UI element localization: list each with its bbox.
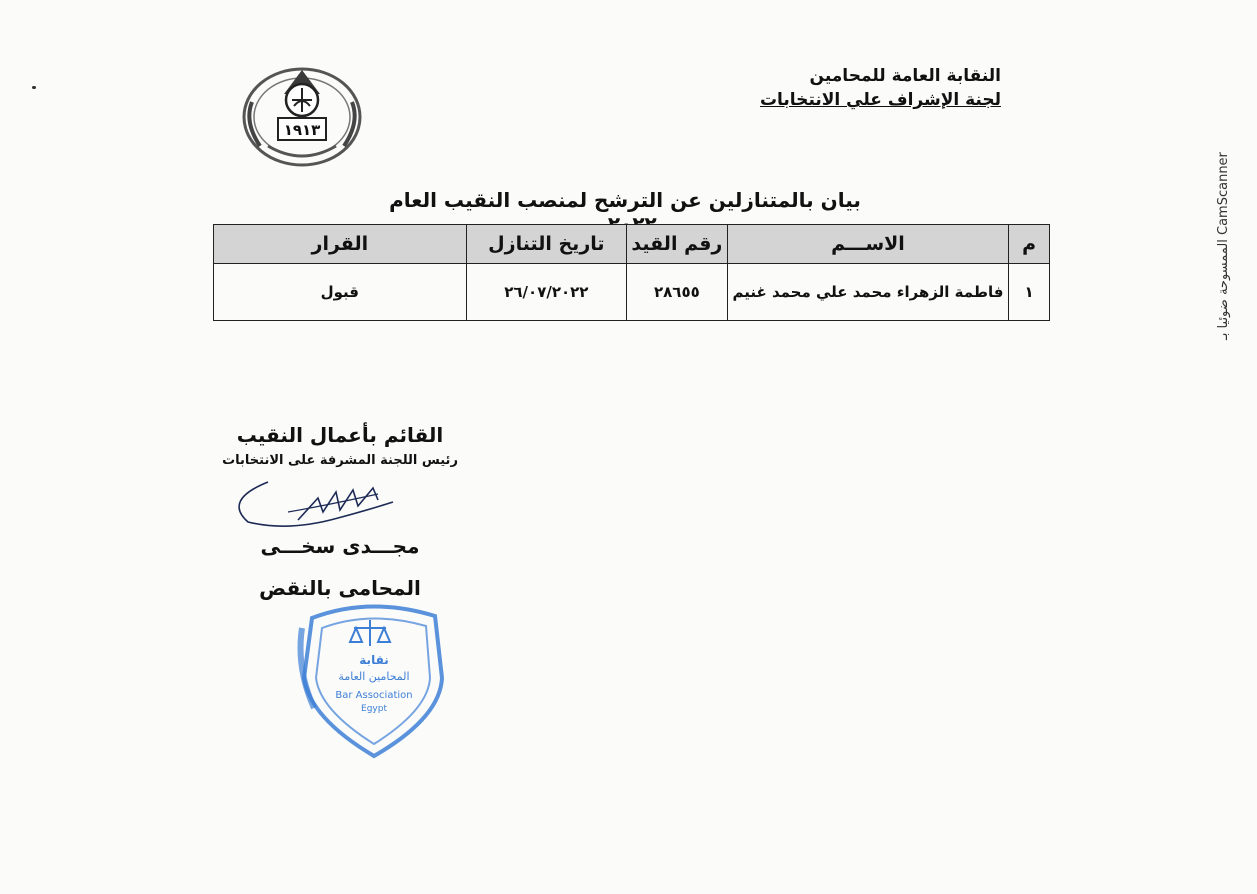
col-index-header: م (1009, 225, 1050, 264)
table-header-row (214, 225, 1050, 264)
bar-association-logo (238, 62, 366, 172)
row-decision: قبول (214, 264, 467, 321)
document-title: بيان بالمتنازلين عن الترشح لمنصب النقيب العام (389, 188, 861, 212)
stamp-text-ar-1: نقابة (359, 653, 389, 667)
signer-title: القائم بأعمال النقيب (236, 423, 444, 447)
row-index: ١ (1009, 264, 1050, 321)
camscanner-watermark: الممسوحة ضوئيا بـ CamScanner (1216, 152, 1231, 340)
col-date-header: تاريخ التنازل (466, 225, 626, 264)
table-row (214, 264, 1050, 321)
stamp-text-ar-2: المحامين العامة (338, 670, 410, 683)
committee-name: لجنة الإشراف علي الانتخابات (759, 90, 1001, 110)
handwritten-signature (228, 470, 398, 540)
signer-role: المحامى بالنقض (259, 576, 421, 600)
row-name: فاطمة الزهراء محمد علي محمد غنيم (727, 264, 1009, 321)
col-decision-header: القرار (214, 225, 467, 264)
signer-name: مجـــدى سخـــى (260, 534, 420, 558)
scan-mark (32, 86, 36, 89)
signer-subtitle: رئيس اللجنة المشرفة على الانتخابات (222, 453, 458, 468)
stamp-text-en-2: Egypt (361, 704, 387, 714)
withdrawals-table (213, 224, 1050, 321)
col-reg-header: رقم القيد (627, 225, 728, 264)
org-name: النقابة العامة للمحامين (809, 66, 1001, 86)
row-date: ٢٦/٠٧/٢٠٢٢ (466, 264, 626, 321)
signature-block (215, 420, 465, 472)
col-name-header: الاســـم (727, 225, 1009, 264)
header-organization (760, 64, 1001, 112)
logo-year: ١٩١٣ (283, 121, 321, 139)
row-reg-no: ٢٨٦٥٥ (627, 264, 728, 321)
stamp-text-en: Bar Association (335, 690, 413, 701)
official-stamp (290, 598, 450, 760)
